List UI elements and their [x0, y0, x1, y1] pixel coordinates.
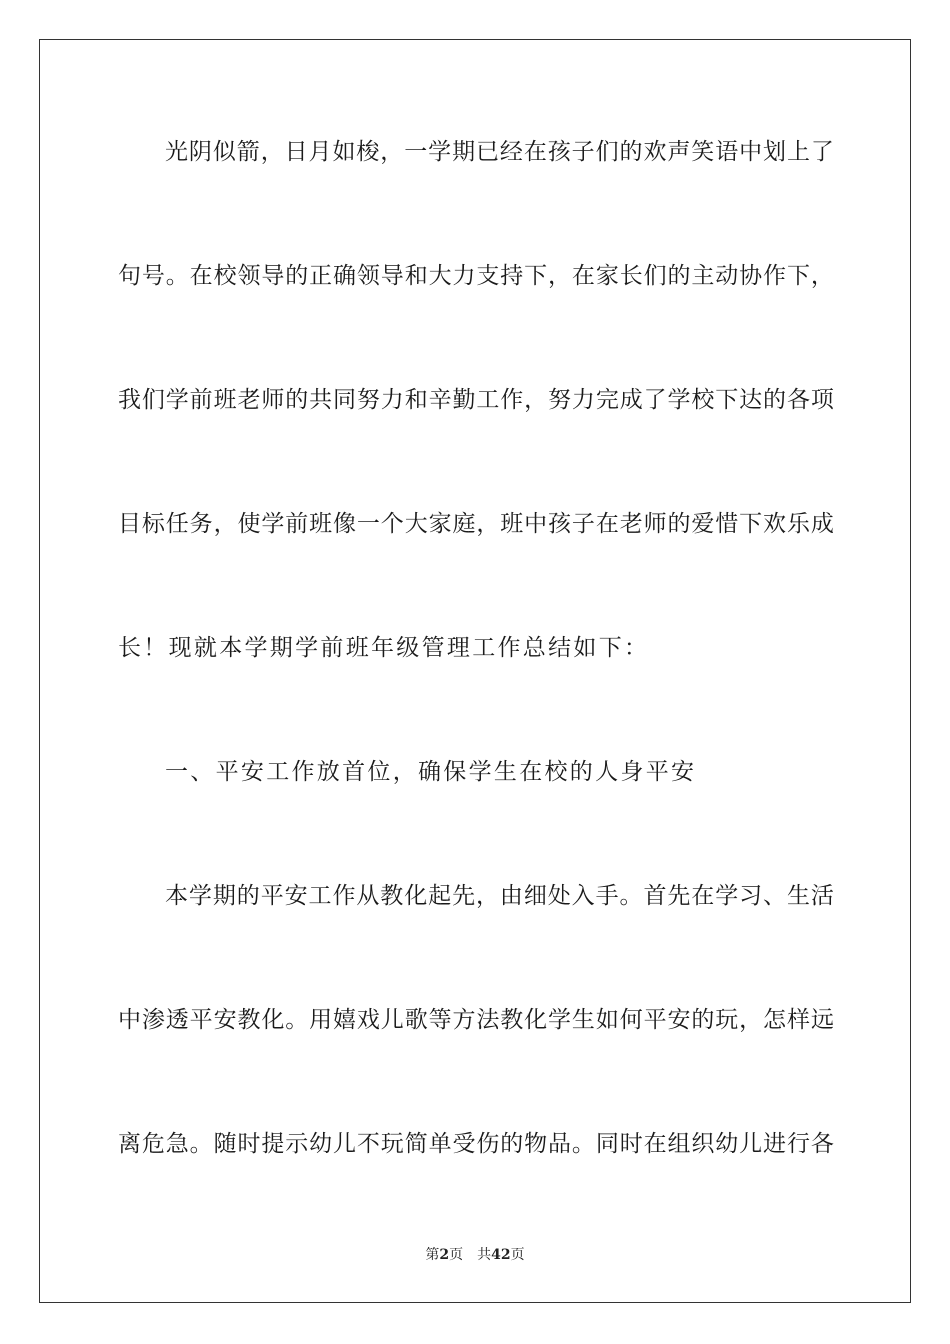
paragraph-line-9: 离 危 急 。 随 时 提 示 幼 儿 不 玩 简 单 受 伤 的 物 品 。 同 时 在 组 织 幼 儿 进 行 各 [118, 1131, 834, 1157]
paragraph-line-5: 长！现就本学期学前班年级管理工作总结如下： [118, 635, 650, 661]
paragraph-line-4: 目 标 任 务 ， 使 学 前 班 像 一 个 大 家 庭 ， 班 中 孩 子 在 老 师 的 爱 惜 下 欢 乐 成 [118, 511, 834, 537]
paragraph-line-3: 我 们 学 前 班 老 师 的 共 同 努 力 和 辛 勤 工 作 ， 努 力 完 成 了 学 校 下 达 的 各 项 [118, 387, 834, 413]
paragraph-line-1: 光 阴 似 箭 ， 日 月 如 梭 ， 一 学 期 已 经 在 孩 子 们 的 欢 声 笑 语 中 划 上 了 [165, 139, 834, 165]
footer-page-suffix: 页 [449, 1247, 464, 1263]
paragraph-line-7: 本 学 期 的 平 安 工 作 从 教 化 起 先 ， 由 细 处 入 手 。 首 先 在 学 习 、 生 活 [165, 883, 834, 909]
paragraph-line-8: 中 渗 透 平 安 教 化 。 用 嬉 戏 儿 歌 等 方 法 教 化 学 生 如 何 平 安 的 玩 ， 怎 样 远 [118, 1007, 834, 1033]
footer-prefix: 第 [425, 1247, 440, 1263]
current-page-number: 2 [439, 1247, 450, 1263]
paragraph-line-2: 句 号 。 在 校 领 导 的 正 确 领 导 和 大 力 支 持 下 ， 在 家 长 们 的 主 动 协 作 下 ， [118, 263, 834, 289]
footer-total-suffix: 页 [510, 1247, 525, 1263]
footer-total-prefix: 共 [477, 1247, 492, 1263]
page-footer [0, 1246, 950, 1264]
section-heading: 一、平安工作放首位，确保学生在校的人身平安 [165, 759, 697, 785]
page-border [39, 39, 911, 1303]
total-pages-number: 42 [491, 1247, 511, 1263]
